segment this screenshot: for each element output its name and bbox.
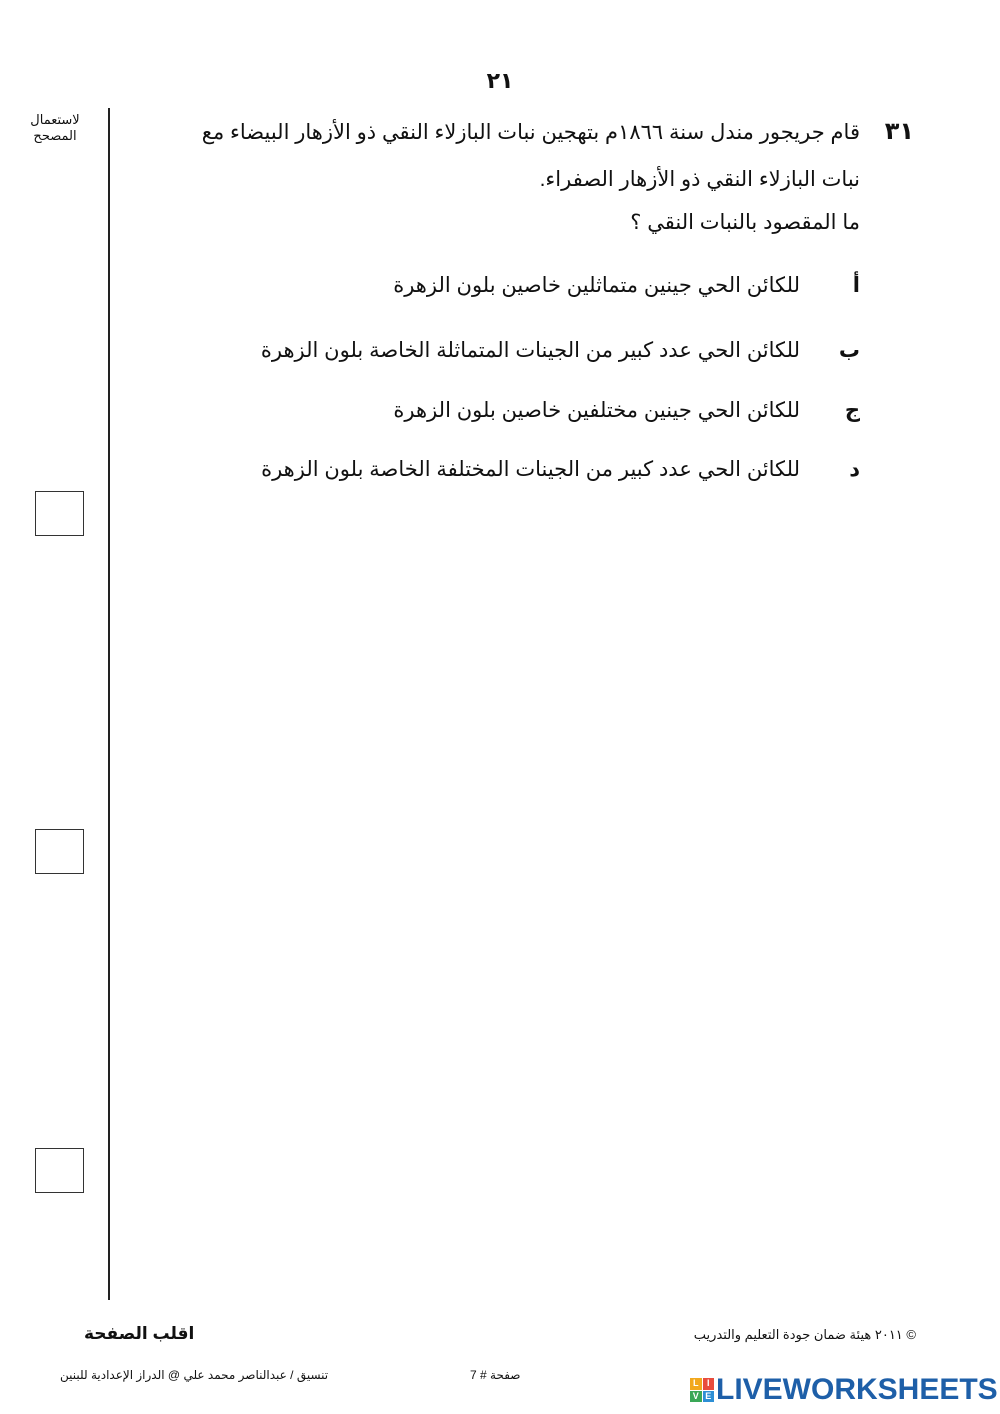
option-c-letter: ج [844,399,860,422]
option-b-text[interactable]: للكائن الحي عدد كبير من الجينات المتماثلة الخاصة بلون الزهرة [260,339,800,362]
corrector-use-label: لاستعمال المصحح [30,112,80,143]
liveworksheets-logo-icon [690,1378,714,1402]
turn-page-label: اقلب الصفحة [84,1324,195,1343]
score-box-1[interactable] [35,491,84,536]
option-b-letter: ب [838,339,860,362]
margin-divider [108,108,110,1300]
question-prompt: ما المقصود بالنبات النقي ؟ [630,211,860,234]
score-box-3[interactable] [35,1148,84,1193]
question-text-line1: قام جريجور مندل سنة ١٨٦٦م بتهجين نبات البازلاء النقي ذو الأزهار البيضاء مع [201,121,860,144]
page-number: ٢١ [486,68,514,93]
option-a-text[interactable]: للكائن الحي جينين متماثلين خاصين بلون الزهرة [393,274,800,297]
logo-tile: I [703,1378,715,1390]
logo-tile: L [690,1378,702,1390]
option-a-letter: أ [852,274,860,297]
question-number: ٣١ [884,118,914,145]
question-text-line2: نبات البازلاء النقي ذو الأزهار الصفراء. [539,168,860,191]
score-box-2[interactable] [35,829,84,874]
logo-tile: E [703,1391,715,1403]
option-d-text[interactable]: للكائن الحي عدد كبير من الجينات المختلفة الخاصة بلون الزهرة [261,458,800,481]
footer-page-label: صفحة # 7 [470,1368,521,1382]
logo-tile: V [690,1391,702,1403]
option-d-letter: د [849,458,860,481]
coordination-credit: تنسيق / عبدالناصر محمد علي @ الدراز الإعدادية للبنين [60,1368,329,1382]
copyright-notice: © ٢٠١١ هيئة ضمان جودة التعليم والتدريب [693,1327,916,1342]
option-c-text[interactable]: للكائن الحي جينين مختلفين خاصين بلون الزهرة [393,399,800,422]
brand-wordmark: LIVEWORKSHEETS [716,1373,998,1406]
liveworksheets-brand [690,1373,998,1407]
